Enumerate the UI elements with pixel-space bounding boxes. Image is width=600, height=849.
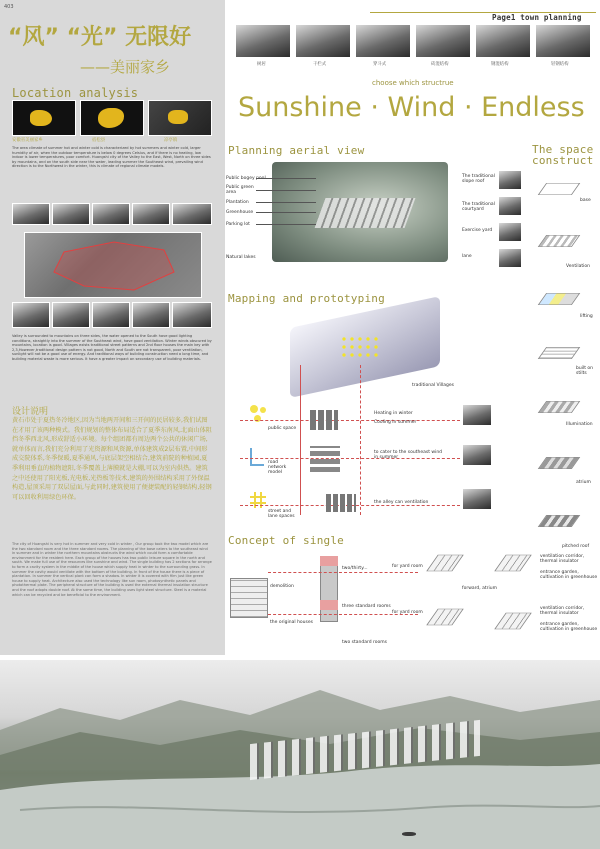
space-diagrams (532, 170, 596, 560)
aerial-side-photo-4 (498, 248, 522, 268)
loc-photo-4 (132, 203, 170, 225)
mapping-row-3-label: street and lane spaces (268, 509, 295, 519)
landscape-render (0, 660, 600, 849)
space-diagram-stilts (538, 347, 580, 359)
mapping-row-1-line (240, 420, 460, 421)
aerial-left-label-5: Parking lot (226, 222, 250, 227)
top-photo-strip (235, 20, 595, 68)
photo-6 (535, 24, 591, 58)
map-label-1: 安徽省美丽家乡 (12, 138, 43, 143)
aerial-left-label-6: Natural lakes (226, 255, 256, 260)
space-diagram-ventilation (538, 235, 580, 247)
concept-mid-label-2: three standard rooms (342, 604, 391, 609)
map-province-highlight (30, 110, 52, 126)
concept-arrow-label-2: for yard room (392, 610, 423, 615)
subtitle-cn: ——美丽家乡 (80, 58, 171, 76)
photo-2 (295, 24, 351, 58)
aerial-buildings (315, 198, 416, 228)
mapping-heading: Mapping and prototyping (228, 292, 385, 305)
mapping-row-2-blocks (310, 446, 340, 472)
loc-photo-7 (52, 302, 90, 328)
concept-house-1 (426, 555, 464, 572)
design-heading: 设计说明 (12, 407, 49, 417)
space-label-pitched-roof: pitched roof (562, 544, 590, 549)
map-town-highlight (168, 110, 188, 124)
design-text-cn: 黄石市处于夏热冬冷地区,因为当地两开间和三开间的民居较多,我们试图在才用了该两种模式。我们规划的整体布局适合了夏季东南风,北面山体阻挡冬季西北风,形成舒适小环境。每个组团都有周边两个公共的休闲广场,就单体而言,我们充分利用了光资源和风资源,单体建筑成2层布置,中间形成交院体系,冬季保暖,夏季通风,与底层架空相结合,建筑前院的种植园,夏季利用垂直的植物遮阳,冬季覆盖上薄膜就是大棚,可以为室内供热。建筑之中还使用了阳光板,光电板,光热板等技术,建筑的外围结构采用了外保温构造,屋顶采用了双层屋面,与此同时,建筑使用了便捷装配的轻钢结构,轻钢可以回收利用绿色环保。 (12, 417, 212, 501)
concept-house-4 (494, 613, 532, 630)
mapping-row-2-note: to cater to the southeast wind in summer (374, 450, 443, 460)
site-outline (24, 232, 202, 298)
location-text-1: The area climate of summer hot and winter cold is characterized by hot summers and winter cold, larger humidity of air, when the outdoor temperature is below 0 degrees Celsius, and if there is no heating, low indoor is lower temperatures, poor comfort. Huangshi city of the Valley to the East, West, North on three sides by mountains, and on the south side near the water, leading summer the Southeast wind, prevailing wind direction is to the Northwest in the winter, this is climate of regional climate models. (12, 146, 211, 169)
photo-caption-2: 干栏式 (313, 62, 327, 67)
space-diagram-lifting (538, 293, 580, 305)
location-maps (12, 100, 212, 144)
photo-1 (235, 24, 291, 58)
mapping-row-2-photo (462, 444, 492, 466)
photo-caption-5: 钢混结构 (491, 62, 509, 67)
space-label-illumination: Illumination (566, 422, 593, 427)
photo-caption-6: 轻钢结构 (551, 62, 569, 67)
space-diagram-pitched-roof (538, 515, 580, 527)
concept-line-1 (268, 572, 418, 573)
photo-5 (475, 24, 531, 58)
space-diagram-atrium (538, 457, 580, 469)
concept-forward-label: forward, atrium (462, 586, 497, 591)
photo-4 (415, 24, 471, 58)
mapping-row-1-label: public space (268, 426, 297, 431)
space-label-atrium: atrium (576, 480, 591, 485)
aerial-left-label-1: Public bogey pool (226, 176, 266, 181)
space-diagram-illumination (538, 401, 580, 413)
location-photos-row-1 (12, 203, 212, 227)
concept-mid-highlight (320, 556, 338, 566)
location-text-2: Valley is surrounded to mountains on three sides, the water opened to the South have good lighting conditions, straightly into the summer of the Southeast wind, have good ventilation. Winter winds obscured by mountains, location is good. Villages exists traditional street patterns and 2nd floor houses the main key with 2,3,However,traditional design pattern is not good, North and South are not transparent, poor ventilation, sunlight will not be a good use of energy. And traditional ways of building construction need a long time, and building material waste is more serious. It have a greater impact on secondary use of building materials. (12, 334, 212, 361)
aerial-right-label-2: The traditional courtyard (462, 202, 495, 212)
title-cn: “风” “光” 无限好 (8, 25, 192, 50)
concept-note-2: entrance garden, cultivation in greenhouse (540, 570, 598, 580)
concept-heading: Concept of single (228, 534, 344, 547)
loc-photo-9 (132, 302, 170, 328)
aerial-left-label-2: Public green area (226, 185, 254, 195)
aerial-side-photo-2 (498, 196, 522, 216)
photo-caption-3: 穿斗式 (373, 62, 387, 67)
space-label-ventilation: Ventilation (566, 264, 590, 269)
space-label-stilts: built on stilts (576, 366, 594, 376)
aerial-left-label-3: Plantation (226, 200, 249, 205)
road-network-icon (250, 448, 264, 466)
space-label-base: base (580, 198, 591, 203)
design-text-en: The city of Huangshi is very hot in summer and very cold in winter , Our group took the two model which are the two standard room and the three standard rooms. The planning of the base caters to the southeast wind in summer and in winter the northern mountains obstructs the wind which could form a comfortable environment for the resident here. Each group of the houses has two public leisure square in the north and south. We make full use of the resources like sunshine and wind. The single building has 2 sections for arrange to form a cavity system in the middle of the house which supply heat in winter to the surrounding grass. In summer the cavity would ventilate with the bottom of the building. In front of the house there is a piece of plantation. In summer the vertical plant can form a shadow. In winter it is covered with film just like green house to supply heat. Architecture also used the technology like sun room, photosynthetic panels and photothermal plate. The peripheral structure of the building is used the external thermal insulation structure and the roof adopts double roof. At the same time, the building uses light steel structure. Steel is a material which can be recycled and be beneficial to the environment. (12, 542, 212, 597)
space-label-lifting: lifting (580, 314, 593, 319)
aerial-side-photo-1 (498, 170, 522, 190)
loc-photo-2 (52, 203, 90, 225)
location-heading: Location analysis (12, 86, 139, 100)
concept-note-3: ventilation corridor, thermal insulator (540, 606, 585, 616)
aerial-right-label-3: Exercise yard (462, 228, 493, 233)
mapping-row-3-photo (462, 488, 492, 510)
concept-mid-label-3: two standard rooms (342, 640, 388, 645)
choose-label: choose which structrue (372, 79, 454, 87)
landscape-boat (402, 832, 416, 836)
loc-photo-10 (172, 302, 212, 328)
concept-original-plan (230, 578, 268, 618)
mapping-row-1-photo (462, 404, 492, 426)
mapping-model-dots (340, 335, 380, 357)
aerial-right-label-4: lane (462, 254, 472, 259)
map-label-3: 凉亭镇 (164, 138, 178, 143)
mapping-row-3-blocks (326, 494, 356, 512)
location-photos-row-2 (12, 302, 212, 330)
concept-arrow-label-1: for yard room (392, 564, 423, 569)
mapping-row-1-blocks (310, 410, 338, 430)
mapping-row-1-note-1: Heating in winter (374, 411, 413, 416)
photo-3 (355, 24, 411, 58)
concept-note-1: ventilation corridor, thermal insulator (540, 554, 585, 564)
page-number: 403 (4, 4, 14, 10)
concept-label-demolition: demolition (270, 584, 294, 589)
aerial-heading: Planning aerial view (228, 144, 365, 157)
loc-photo-1 (12, 203, 50, 225)
mapping-villages-label: traditional Villages (412, 383, 454, 388)
mapping-vertical-line-2 (360, 365, 361, 515)
mapping-row-3-note: the alley can ventilation (374, 500, 429, 505)
concept-mid-label-1: two/thirty... (342, 566, 368, 571)
space-diagram-base (538, 183, 580, 195)
aerial-leader-lines (256, 178, 316, 258)
mapping-vertical-line (300, 365, 301, 515)
photo-caption-4: 砖混结构 (431, 62, 449, 67)
loc-photo-6 (12, 302, 50, 328)
aerial-left-label-4: Greenhouse (226, 210, 254, 215)
concept-house-3 (494, 555, 532, 572)
aerial-side-photos (498, 170, 522, 270)
loc-photo-3 (92, 203, 130, 225)
space-heading: The space construct (532, 143, 594, 167)
mapping-row-2-label: road network model (268, 460, 287, 475)
concept-label-original: the original houses (270, 620, 313, 625)
concept-note-4: entrance garden, cultivation in greenhouse (540, 622, 598, 632)
concept-mid-highlight-2 (320, 600, 338, 610)
aerial-right-label-1: The traditional slope roof (462, 174, 495, 184)
loc-photo-5 (172, 203, 212, 225)
main-title: Sunshine · Wind · Endless (238, 92, 585, 123)
loc-photo-8 (92, 302, 130, 328)
concept-house-2 (426, 609, 464, 626)
photo-caption-1: 树居 (257, 62, 266, 67)
page-label: Page1 town planning (492, 13, 582, 22)
map-label-2: 宿松县 (92, 138, 106, 143)
mapping-row-1-note-2: Cooling in summer (374, 420, 417, 425)
aerial-side-photo-3 (498, 222, 522, 242)
